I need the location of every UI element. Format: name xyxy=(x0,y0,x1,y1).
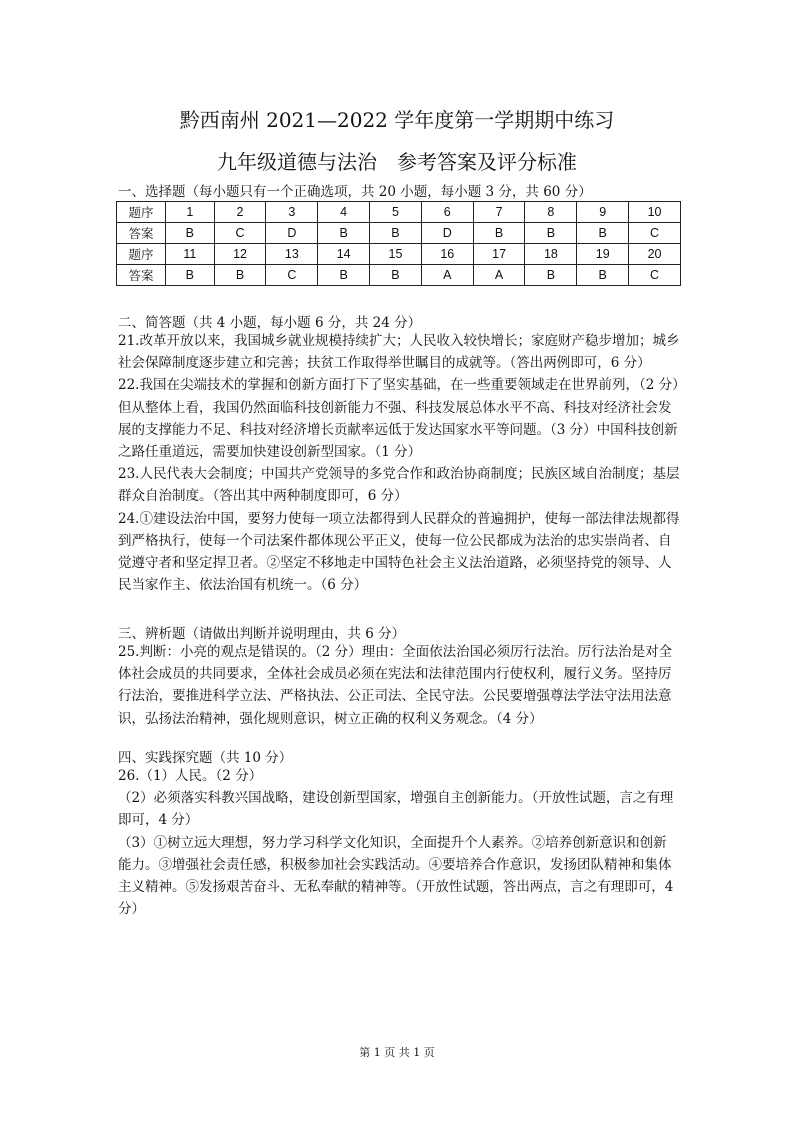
page-footer: 第 1 页 共 1 页 xyxy=(359,1046,435,1059)
answer-letter-cell: D xyxy=(266,223,318,244)
question-number-cell: 19 xyxy=(577,244,629,265)
question-number-cell: 20 xyxy=(629,244,681,265)
section4-answers xyxy=(118,765,680,920)
section3-heading: 三、辨析题（请做出判断并说明理由，共 6 分） xyxy=(118,626,406,642)
section4-heading: 四、实践探究题（共 10 分） xyxy=(118,750,293,766)
answer-letter-cell: C xyxy=(266,265,318,286)
question-number-cell: 17 xyxy=(473,244,525,265)
answer-25: 25.判断：小亮的观点是错误的。（2 分）理由：全面依法治国必须厉行法治。厉行法治是对全体社会成员的共同要求，全体社会成员必须在宪法和法律范围内行使权利，履行义务。坚持厉行法治，要推进科学立法、严格执法、公正司法、全民守法。公民要增强尊法学法守法用法意识，弘扬法治精神，强化规则意识，树立正确的权利义务观念。（4 分） xyxy=(118,644,673,727)
answer-letter-cell: B xyxy=(214,265,266,286)
answer-26-2: （2）必须落实科教兴国战略，建设创新型国家，增强自主创新能力。（开放性试题，言之有理即可，4 分） xyxy=(118,790,674,829)
answer-letter-cell: B xyxy=(166,265,215,286)
answer-letter-cell: B xyxy=(577,223,629,244)
page-title: 黔西南州 2021—2022 学年度第一学期期中练习 xyxy=(179,108,615,132)
question-number-cell: 7 xyxy=(473,202,525,223)
answer-22: 22.我国在尖端技术的掌握和创新方面打下了坚实基础，在一些重要领域走在世界前列，（2 分）但从整体上看，我国仍然面临科技创新能力不强、科技发展总体水平不高、科技对经济社会发展的支撑能力不足、科技对经济增长贡献率远低于发达国家水平等问题。（3 分）中国科技创新之路任重道远，需要加快建设创新型国家。（1 分） xyxy=(118,377,679,461)
page-subtitle: 九年级道德与法治 参考答案及评分标准 xyxy=(217,150,577,174)
answer-24: 24.①建设法治中国，要努力使每一项立法都得到人民群众的普遍拥护，使每一部法律法规都得到严格执行，使每一个司法案件都体现公平正义，使每一位公民都成为法治的忠实崇尚者、自觉遵守者和坚定捍卫者。②坚定不移地走中国特色社会主义法治道路，必须坚持党的领导、人民当家作主、依法治国有机统一。（6 分） xyxy=(118,510,680,594)
answer-23: 23.人民代表大会制度；中国共产党领导的多党合作和政治协商制度；民族区域自治制度；基层群众自治制度。（答出其中两种制度即可，6 分） xyxy=(118,466,680,505)
answer-table xyxy=(116,201,681,286)
question-number-cell: 18 xyxy=(525,244,577,265)
answer-letter-cell: D xyxy=(421,223,473,244)
question-number-cell: 15 xyxy=(370,244,422,265)
row-label-question: 题序 xyxy=(117,202,166,223)
question-number-cell: 8 xyxy=(525,202,577,223)
answer-letter-cell: A xyxy=(473,265,525,286)
question-number-cell: 2 xyxy=(214,202,266,223)
row-label-question: 题序 xyxy=(117,244,166,265)
answer-letter-cell: B xyxy=(318,223,370,244)
row-label-answer: 答案 xyxy=(117,265,166,286)
section2-answers xyxy=(118,330,680,596)
answer-row xyxy=(117,223,681,244)
question-number-cell: 1 xyxy=(166,202,215,223)
section2-heading: 二、简答题（共 4 小题，每小题 6 分，共 24 分） xyxy=(118,315,422,331)
section3-answers xyxy=(118,641,680,730)
section1-heading: 一、选择题（每小题只有一个正确选项，共 20 小题，每小题 3 分，共 60 分） xyxy=(118,184,592,200)
question-number-cell: 6 xyxy=(421,202,473,223)
question-number-cell: 12 xyxy=(214,244,266,265)
question-number-cell: 5 xyxy=(370,202,422,223)
answer-letter-cell: B xyxy=(166,223,215,244)
question-number-cell: 4 xyxy=(318,202,370,223)
answer-letter-cell: B xyxy=(473,223,525,244)
answer-26-1: 26.（1）人民。（2 分） xyxy=(118,768,263,784)
answer-letter-cell: B xyxy=(525,223,577,244)
answer-row xyxy=(117,265,681,286)
question-number-cell: 16 xyxy=(421,244,473,265)
answer-26-3: （3）①树立远大理想，努力学习科学文化知识，全面提升个人素养。②培养创新意识和创新能力。③增强社会责任感，积极参加社会实践活动。④要培养合作意识，发扬团队精神和集体主义精神。⑤发扬艰苦奋斗、无私奉献的精神等。（开放性试题，答出两点，言之有理即可，4 分） xyxy=(118,834,674,918)
row-label-answer: 答案 xyxy=(117,223,166,244)
question-number-cell: 13 xyxy=(266,244,318,265)
question-number-cell: 11 xyxy=(166,244,215,265)
answer-letter-cell: C xyxy=(629,223,681,244)
question-number-cell: 10 xyxy=(629,202,681,223)
question-number-row xyxy=(117,244,681,265)
question-number-cell: 3 xyxy=(266,202,318,223)
question-number-cell: 9 xyxy=(577,202,629,223)
answer-letter-cell: C xyxy=(214,223,266,244)
answer-21: 21.改革开放以来，我国城乡就业规模持续扩大；人民收入较快增长；家庭财产稳步增加；城乡社会保障制度逐步建立和完善；扶贫工作取得举世瞩目的成就等。（答出两例即可，6 分） xyxy=(118,333,680,372)
answer-letter-cell: C xyxy=(629,265,681,286)
answer-letter-cell: B xyxy=(525,265,577,286)
answer-letter-cell: B xyxy=(318,265,370,286)
answer-letter-cell: B xyxy=(370,265,422,286)
question-number-row xyxy=(117,202,681,223)
answer-letter-cell: B xyxy=(577,265,629,286)
question-number-cell: 14 xyxy=(318,244,370,265)
answer-letter-cell: A xyxy=(421,265,473,286)
answer-letter-cell: B xyxy=(370,223,422,244)
